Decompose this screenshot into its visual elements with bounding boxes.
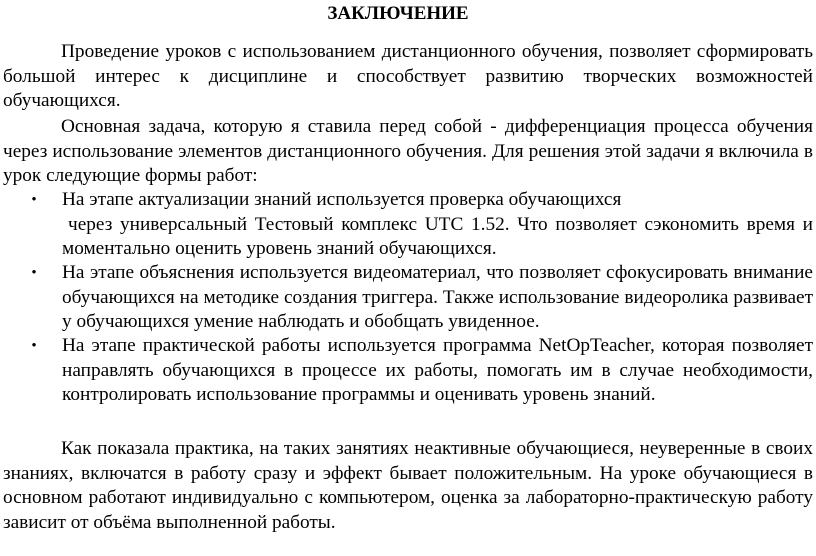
list-item (0, 188, 813, 261)
work-forms-list (0, 188, 813, 408)
paragraph-main-task: Основная задача, которую я ставила перед собой - дифференциация процесса обучения через использование элементов дистанционного обучения. Для решения этой задачи я включила в урок следующие формы работ: (3, 116, 813, 186)
document-title: ЗАКЛЮЧЕНИЕ (327, 3, 469, 24)
bullet-marker: • (31, 265, 37, 281)
list-item-first-line: На этапе актуализации знаний используется проверка обучающихся (62, 189, 622, 210)
list-item-text: На этапе объяснения используется видеоматериал, что позволяет сфокусировать внимание обучающихся на методике создания триггера. Также использование видеоролика развивает у обучающихся умение наблюдать и обобщать увиденное. (62, 262, 813, 332)
paragraph-conclusion: Как показала практика, на таких занятиях неактивные обучающиеся, неуверенные в своих знаниях, включатся в работу сразу и эффект бывает положительным. На уроке обучающиеся в основном работают индивидуально с компьютером, оценка за лабораторно-практическую работу зависит от объёма выполненной работы. (3, 438, 813, 533)
bullet-marker: • (31, 338, 37, 354)
paragraph-intro: Проведение уроков с использованием дистанционного обучения, позволяет сформировать большой интерес к дисциплине и способствует развитию творческих возможностей обучающихся. (3, 41, 813, 111)
list-item (0, 334, 813, 408)
list-item-text: На этапе практической работы используется программа NetOpTeacher, которая позволяет направлять обучающихся в процессе их работы, помогать им в случае необходимости, контролировать использование программы и оценивать уровень знаний. (62, 335, 813, 405)
list-item (0, 261, 813, 334)
bullet-marker: • (31, 192, 37, 208)
list-item-continuation: через универсальный Тестовый комплекс UTC 1.52. Что позволяет сэкономить время и моментально оценить уровень знаний обучающихся. (62, 213, 813, 259)
